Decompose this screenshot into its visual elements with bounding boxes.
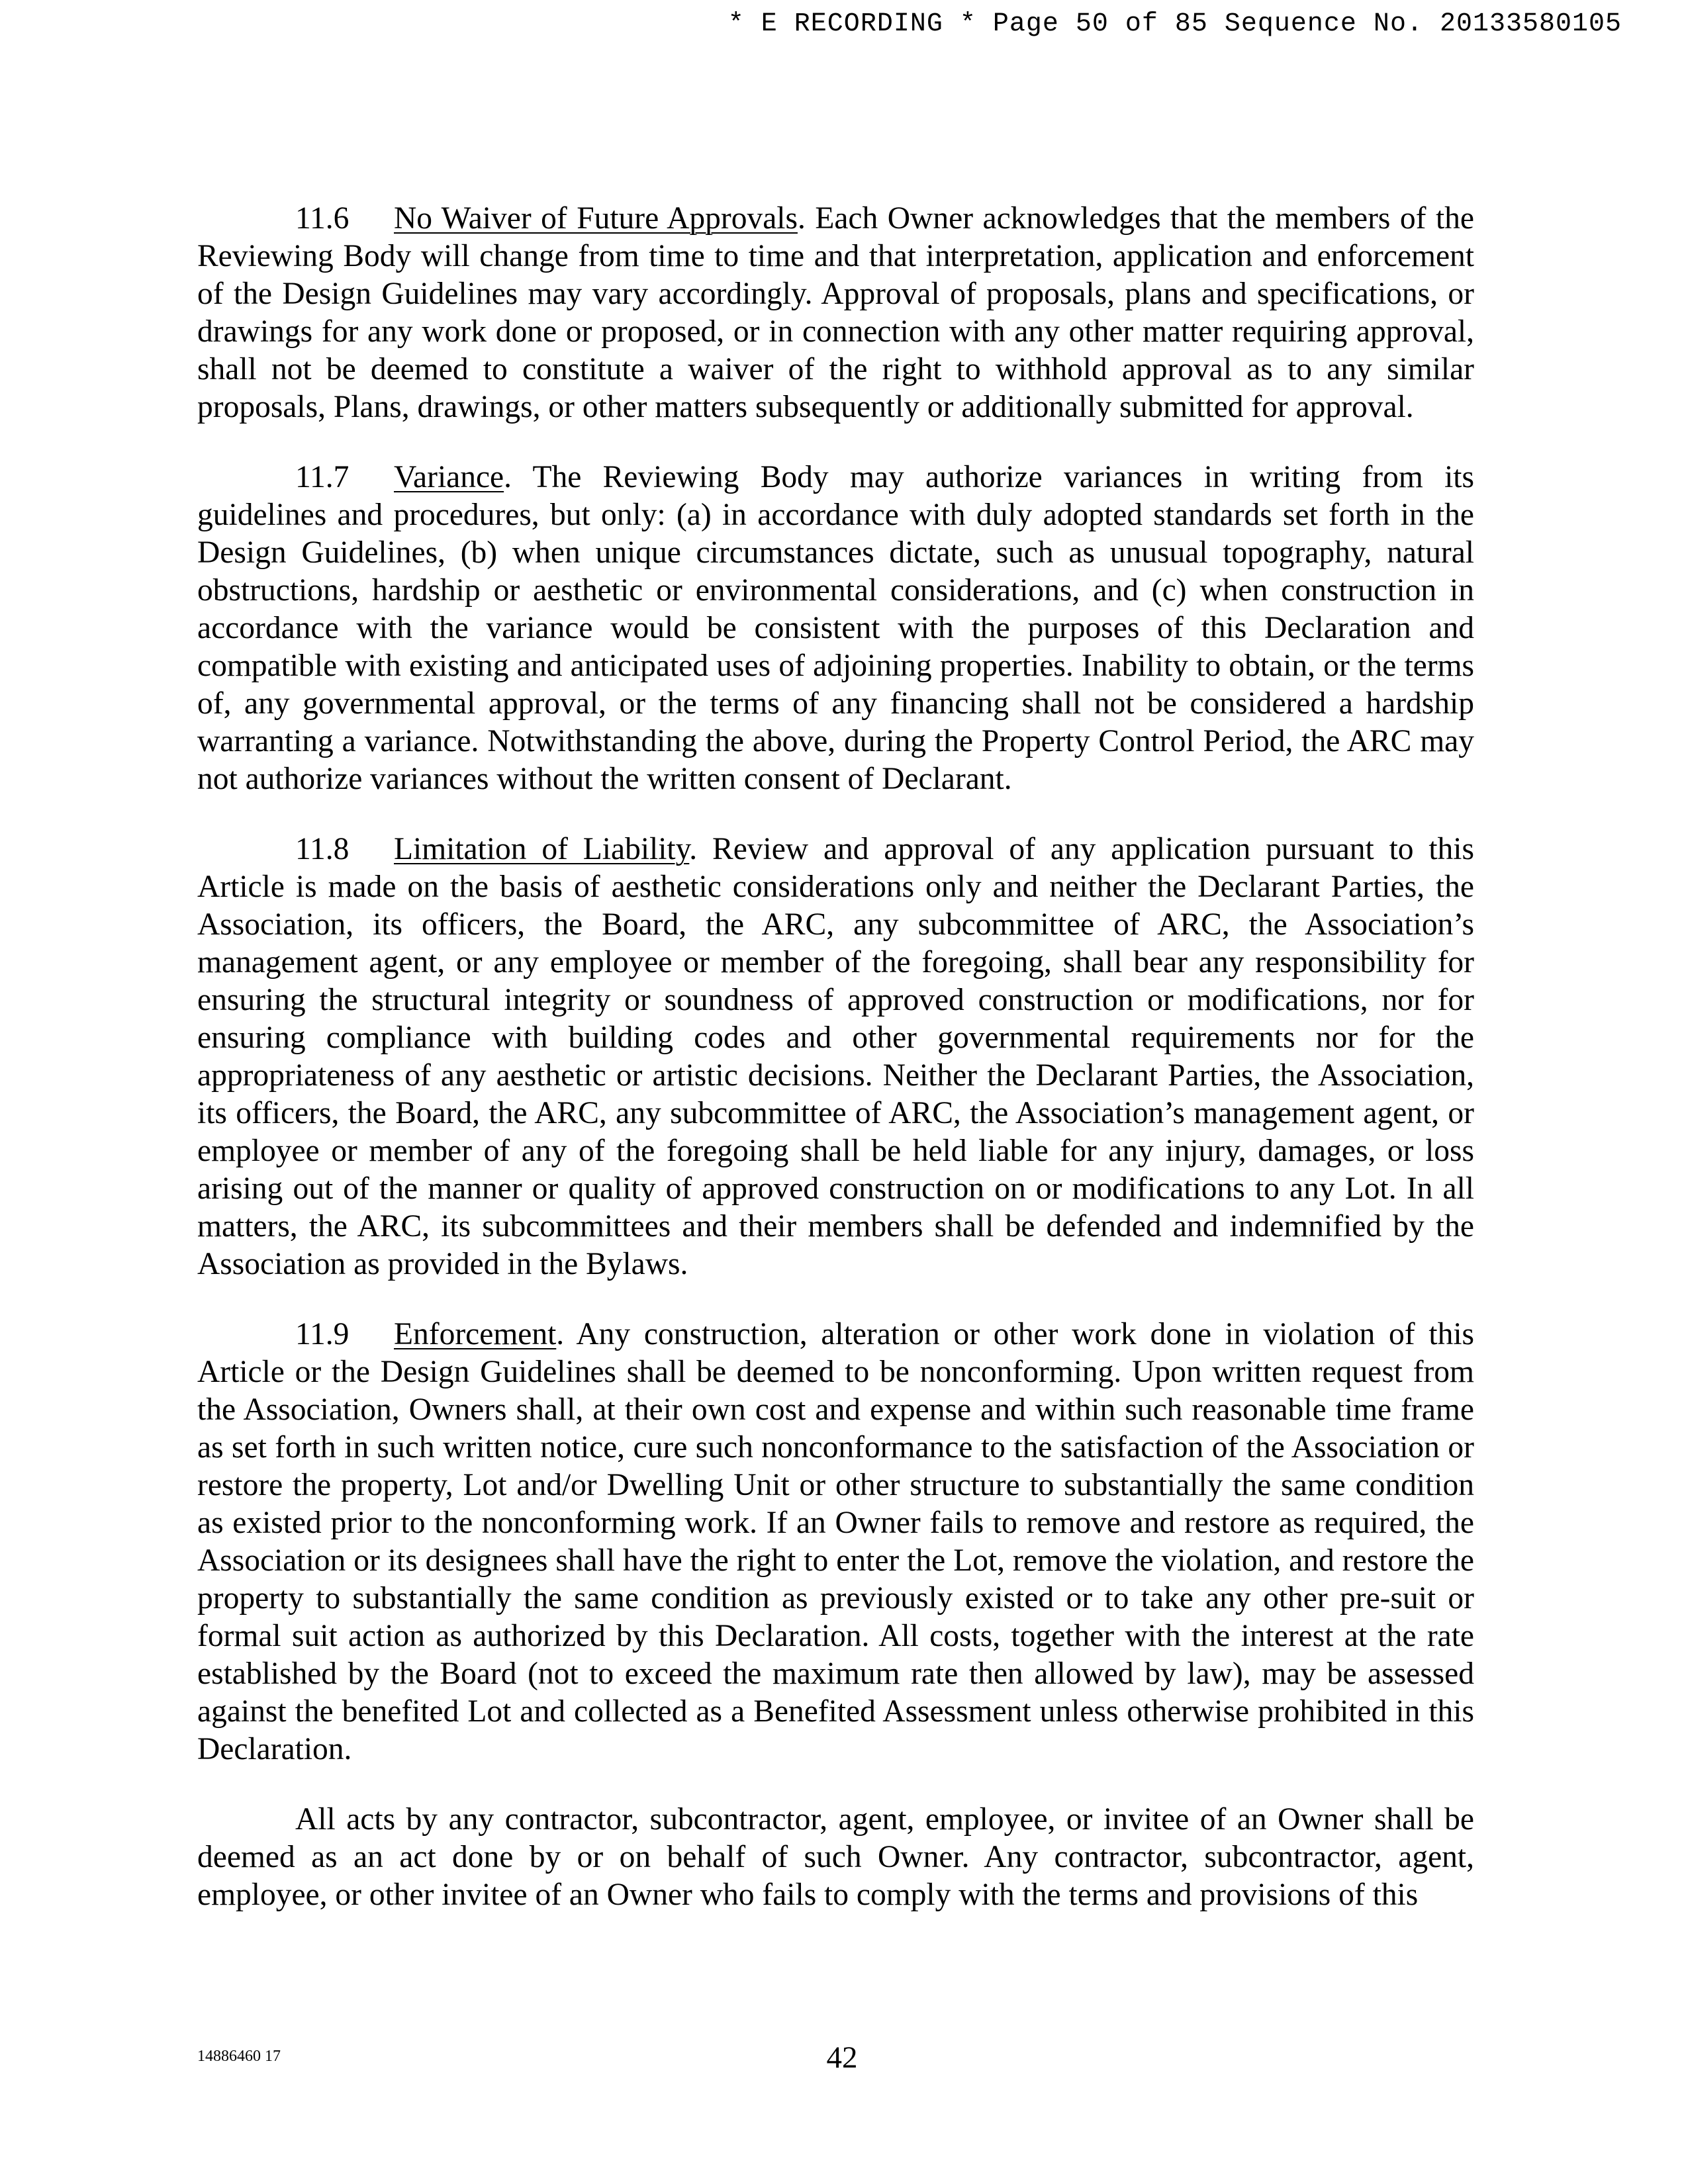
section-text: . Review and approval of any application pursuant to this Article is made on the basis of aesthetic considerations only and neither the Declarant Parties, the Association, its officers, the Board, the ARC, any subcommittee of ARC, the Association’s management agent, or any employee or member of the foregoing, shall bear any responsibility for ensuring the structural integrity or soundness of approved construction or modifications, nor for ensuring compliance with building codes and other governmental requirements nor for the appropriateness of any aesthetic or artistic decisions. Neither the Declarant Parties, the Association, its officers, the Board, the ARC, any subcommittee of ARC, the Association’s management agent, or employee or member of any of the foregoing shall be held liable for any injury, damages, or loss arising out of the manner or quality of approved construction on or modifications to any Lot. In all matters, the ARC, its subcommittees and their members shall be defended and indemnified by the Association as provided in the Bylaws. [197,832,1474,1281]
section-title: Variance [394,460,504,494]
continuation-paragraph: All acts by any contractor, subcontractor, agent, employee, or invitee of an Owner shall be deemed as an act done by or on behalf of such Owner. Any contractor, subcontractor, agent, employee, or other invitee of an Owner who fails to comply with the terms and provisions of this [197,1802,1474,1912]
section-number: 11.6 [295,201,350,236]
footer-doc-id: 14886460 17 [197,2048,281,2065]
recording-header: * E RECORDING * Page 50 of 85 Sequence No. 20133580105 [727,9,1622,39]
section-title: Enforcement [394,1317,557,1351]
section-text: . Each Owner acknowledges that the members of the Reviewing Body will change from time to time and that interpretation, application and enforcement of the Design Guidelines may vary accordingly. Approval of proposals, plans and specifications, or drawings for any work done or proposed, or in connection with any other matter requiring approval, shall not be deemed to constitute a waiver of the right to withhold approval as to any similar proposals, Plans, drawings, or other matters subsequently or additionally submitted for approval. [197,201,1474,424]
section-11-9 [197,1316,1474,1768]
section-text: . The Reviewing Body may authorize variances in writing from its guidelines and procedures, but only: (a) in accordance with duly adopted standards set forth in the Design Guidelines, (b) when unique circumstances dictate, such as unusual topography, natural obstructions, hardship or aesthetic or environmental considerations, and (c) when construction in accordance with the variance would be consistent with the purposes of this Declaration and compatible with existing and anticipated uses of adjoining properties. Inability to obtain, or the terms of, any governmental approval, or the terms of any financing shall not be considered a hardship warranting a variance. Notwithstanding the above, during the Property Control Period, the ARC may not authorize variances without the written consent of Declarant. [197,460,1474,796]
section-11-6 [197,200,1474,426]
section-11-7 [197,459,1474,798]
section-11-8 [197,831,1474,1283]
section-title: No Waiver of Future Approvals [394,201,798,236]
section-number: 11.7 [295,460,350,494]
page-number: 42 [826,2040,858,2075]
section-title: Limitation of Liability [394,832,690,866]
section-text: . Any construction, alteration or other work done in violation of this Article or the Design Guidelines shall be deemed to be nonconforming. Upon written request from the Association, Owners shall, at their own cost and expense and within such reasonable time frame as set forth in such written notice, cure such nonconformance to the satisfaction of the Association or restore the property, Lot and/or Dwelling Unit or other structure to substantially the same condition as existed prior to the nonconforming work. If an Owner fails to remove and restore as required, the Association or its designees shall have the right to enter the Lot, remove the violation, and restore the property to substantially the same condition as previously existed or to take any other pre-suit or formal suit action as authorized by this Declaration. All costs, together with the interest at the rate established by the Board (not to exceed the maximum rate then allowed by law), may be assessed against the benefited Lot and collected as a Benefited Assessment unless otherwise prohibited in this Declaration. [197,1317,1474,1766]
section-number: 11.9 [295,1317,350,1351]
document-body [197,200,1474,1914]
section-number: 11.8 [295,832,350,866]
